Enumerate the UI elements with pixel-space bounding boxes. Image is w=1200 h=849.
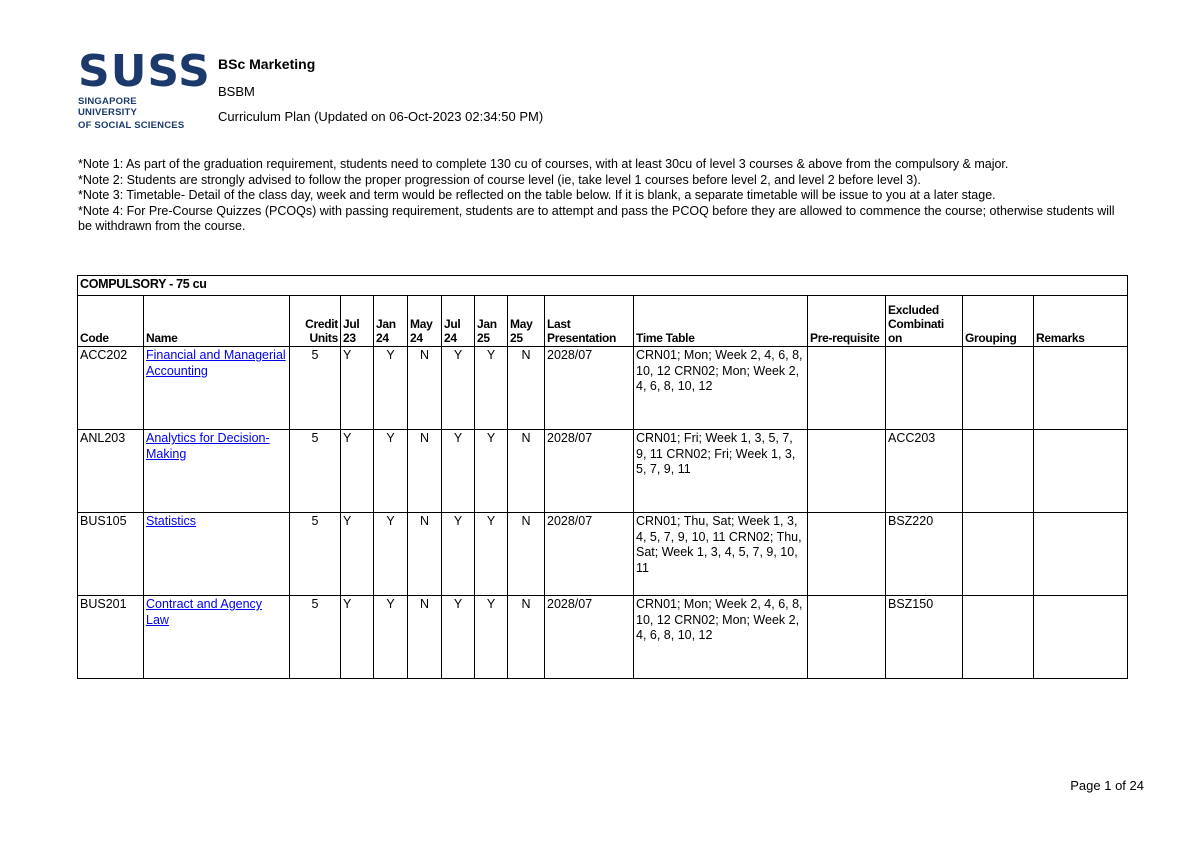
credit-units: 5 [290,596,341,679]
remarks [1034,430,1128,513]
term-jan25: Y [475,513,508,596]
col-prerequisite: Pre-requisite [808,296,886,347]
credit-units: 5 [290,513,341,596]
term-jul24: Y [442,430,475,513]
curriculum-table [77,275,1128,679]
term-may24: N [408,513,442,596]
note-1: *Note 1: As part of the graduation requirement, students need to complete 130 cu of courses, with at least 30cu of level 3 courses & above from the compulsory & major. [78,157,1009,171]
excluded-combination: BSZ220 [886,513,963,596]
logo-wordmark: SUSS [78,46,211,97]
grouping [963,513,1034,596]
term-may25: N [508,347,545,430]
course-name-cell [144,430,290,513]
prerequisite [808,347,886,430]
grouping [963,430,1034,513]
col-term-may24: May 24 [408,296,442,347]
page-number: Page 1 of 24 [1070,778,1144,793]
col-term-jul24: Jul 24 [442,296,475,347]
col-excluded-combination: Excluded Combinati on [886,296,963,347]
col-term-may25: May 25 [508,296,545,347]
col-time-table: Time Table [634,296,808,347]
course-name-cell [144,513,290,596]
time-table: CRN01; Mon; Week 2, 4, 6, 8, 10, 12 CRN02; Mon; Week 2, 4, 6, 8, 10, 12 [634,347,808,430]
last-presentation: 2028/07 [545,430,634,513]
col-remarks: Remarks [1034,296,1128,347]
column-header-row [78,296,1128,347]
col-term-jul23: Jul 23 [341,296,374,347]
remarks [1034,596,1128,679]
term-may24: N [408,347,442,430]
term-may25: N [508,513,545,596]
excluded-combination: BSZ150 [886,596,963,679]
term-jan25: Y [475,347,508,430]
credit-units: 5 [290,347,341,430]
curriculum-plan-date: Curriculum Plan (Updated on 06-Oct-2023 02:34:50 PM) [218,109,544,124]
prerequisite [808,430,886,513]
note-2: *Note 2: Students are strongly advised to follow the proper progression of course level (ie, take level 1 courses before level 2, and level 2 before level 3). [78,172,921,187]
logo-subtitle-line2: OF SOCIAL SCIENCES [78,120,185,131]
course-name-cell [144,596,290,679]
last-presentation: 2028/07 [545,347,634,430]
term-jul24: Y [442,596,475,679]
table-row [78,596,1128,679]
section-header-row [78,276,1128,296]
course-code: BUS201 [78,596,144,679]
term-jan24: Y [374,596,408,679]
table-row [78,347,1128,430]
term-may24: N [408,430,442,513]
credit-units: 5 [290,430,341,513]
last-presentation: 2028/07 [545,596,634,679]
course-name-link[interactable]: Contract and Agency Law [146,597,263,627]
col-grouping: Grouping [963,296,1034,347]
prerequisite [808,596,886,679]
course-code: ANL203 [78,430,144,513]
term-jul23: Y [341,596,374,679]
last-presentation: 2028/07 [545,513,634,596]
table-row [78,430,1128,513]
remarks [1034,513,1128,596]
term-jan24: Y [374,430,408,513]
suss-logo [78,46,211,131]
excluded-combination: ACC203 [886,430,963,513]
term-jul23: Y [341,430,374,513]
grouping [963,596,1034,679]
grouping [963,347,1034,430]
notes-block [78,157,1118,235]
term-may24: N [408,596,442,679]
col-code: Code [78,296,144,347]
time-table: CRN01; Fri; Week 1, 3, 5, 7, 9, 11 CRN02; Fri; Week 1, 3, 5, 7, 9, 11 [634,430,808,513]
programme-code: BSBM [218,84,255,99]
term-jan24: Y [374,513,408,596]
col-term-jan24: Jan 24 [374,296,408,347]
course-name-link[interactable]: Statistics [146,514,197,528]
course-code: BUS105 [78,513,144,596]
course-code: ACC202 [78,347,144,430]
col-term-jan25: Jan 25 [475,296,508,347]
term-jul24: Y [442,513,475,596]
prerequisite [808,513,886,596]
col-last-presentation: Last Presentation [545,296,634,347]
term-jul24: Y [442,347,475,430]
term-jan25: Y [475,430,508,513]
note-4: *Note 4: For Pre-Course Quizzes (PCOQs) with passing requirement, students are to attempt and pass the PCOQ before they are allowed to commence the course; otherwise students will be withdrawn from the course. [78,203,1115,233]
time-table: CRN01; Mon; Week 2, 4, 6, 8, 10, 12 CRN02; Mon; Week 2, 4, 6, 8, 10, 12 [634,596,808,679]
note-3: *Note 3: Timetable- Detail of the class day, week and term would be reflected on the table below. If it is blank, a separate timetable will be issue to you at a later stage. [78,188,996,202]
col-credit-units: Credit Units [290,296,341,347]
excluded-combination [886,347,963,430]
term-may25: N [508,430,545,513]
course-name-link[interactable]: Financial and Managerial Accounting [146,348,286,378]
term-jan24: Y [374,347,408,430]
logo-subtitle-line1: SINGAPORE UNIVERSITY [78,96,138,118]
section-title: COMPULSORY - 75 cu [78,276,1128,296]
course-name-cell [144,347,290,430]
term-may25: N [508,596,545,679]
course-name-link[interactable]: Analytics for Decision-Making [146,431,270,461]
term-jul23: Y [341,513,374,596]
remarks [1034,347,1128,430]
programme-title: BSc Marketing [218,56,316,72]
term-jul23: Y [341,347,374,430]
col-name: Name [144,296,290,347]
time-table: CRN01; Thu, Sat; Week 1, 3, 4, 5, 7, 9, 10, 11 CRN02; Thu, Sat; Week 1, 3, 4, 5, 7, 9, 10, 11 [634,513,808,596]
term-jan25: Y [475,596,508,679]
table-row [78,513,1128,596]
